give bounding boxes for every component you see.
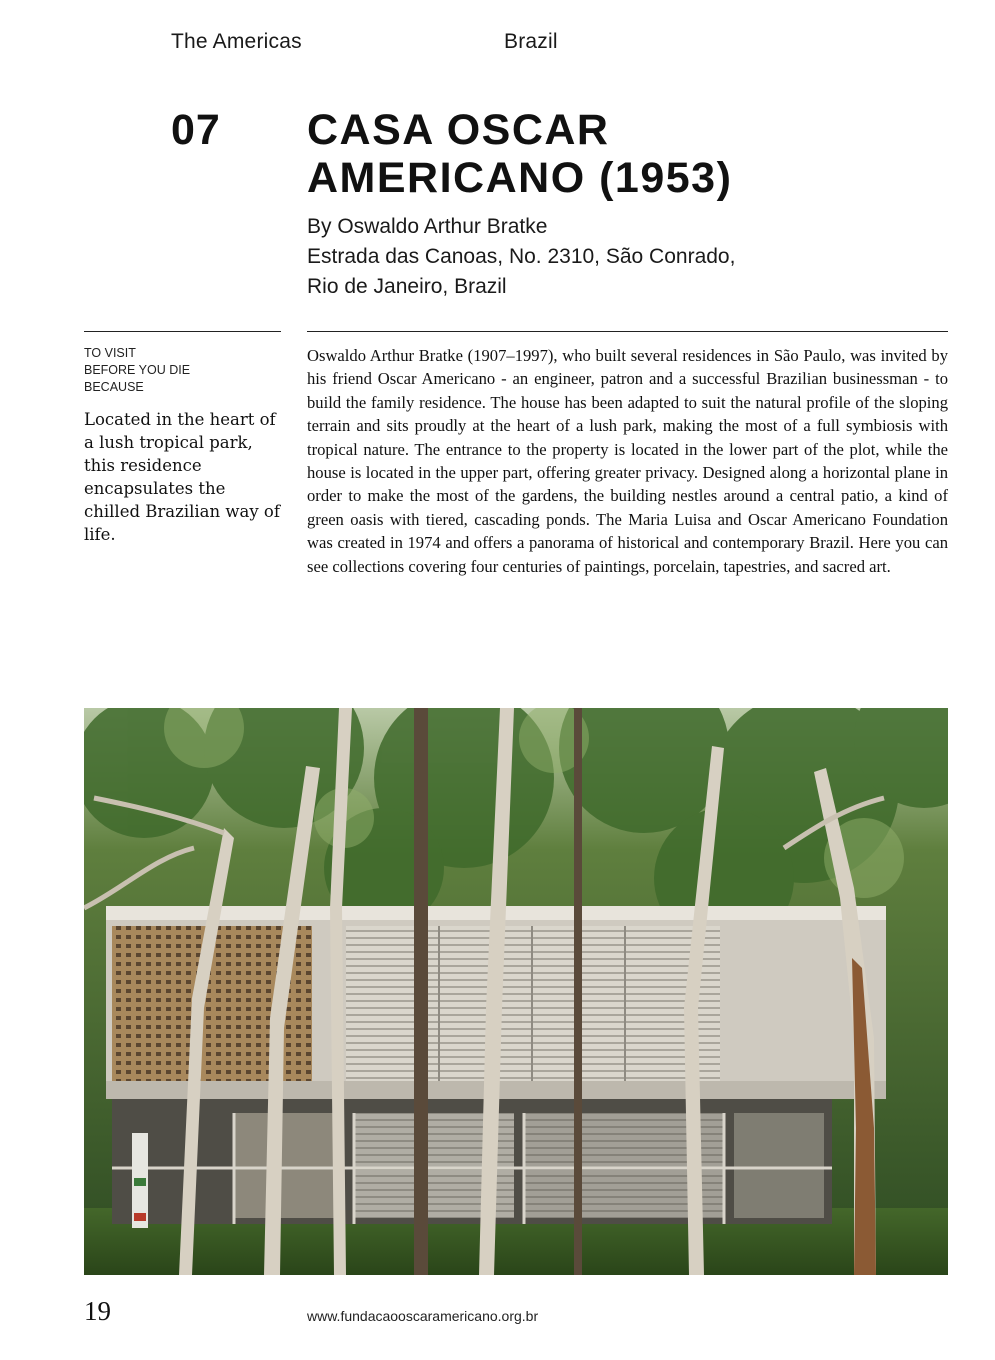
body-paragraph: Oswaldo Arthur Bratke (1907–1997), who built several residences in São Paulo, was invited by his friend Oscar Americano - an engineer, patron and a successful Brazilian businessman - to build the family residence. The house has been adapted to suit the natural profile of the sloping terrain and sits proudly at the heart of a lush park, making the most of a full symbiosis with tropical nature. The entrance to the property is located in the lower part of the plot, while the house is located in the upper part, offering greater privacy. Designed along a horizontal plane in order to make the most of the gardens, the building nestles around a central patio, a kind of green oasis with tiered, cascading ponds. The Maria Luisa and Oscar Americano Foundation was created in 1974 and offers a panorama of historical and contemporary Brazil. Here you can see collections covering four centuries of paintings, porcelain, tapestries, and sacred art. bbox=[307, 346, 948, 576]
house-photo-illustration bbox=[84, 708, 948, 1275]
entry-title-line-1: CASA OSCAR bbox=[307, 106, 610, 154]
entry-meta bbox=[307, 212, 735, 302]
entry-title-line-2: AMERICANO (1953) bbox=[307, 154, 733, 202]
header-country: Brazil bbox=[504, 30, 558, 53]
page-number: 19 bbox=[84, 1296, 111, 1326]
sidebar-divider bbox=[84, 331, 281, 332]
visit-label-line-1: TO VISIT bbox=[84, 346, 136, 360]
architect-credit: By Oswaldo Arthur Bratke bbox=[307, 215, 548, 238]
entry-title bbox=[307, 106, 947, 202]
visit-label-line-2: BEFORE YOU DIE bbox=[84, 363, 191, 377]
address-line-1: Estrada das Canoas, No. 2310, São Conrado, bbox=[307, 245, 736, 268]
website-url[interactable]: www.fundacaooscaramericano.org.br bbox=[307, 1308, 539, 1324]
sidebar-tagline: Located in the heart of a lush tropical park, this residence encapsulates the chilled Brazilian way of life. bbox=[84, 410, 280, 544]
visit-label bbox=[84, 345, 190, 396]
entry-number: 07 bbox=[171, 106, 221, 154]
header-region: The Americas bbox=[171, 30, 302, 53]
body-divider bbox=[307, 331, 948, 332]
address-line-2: Rio de Janeiro, Brazil bbox=[307, 275, 507, 298]
house-photo bbox=[84, 708, 948, 1275]
visit-label-line-3: BECAUSE bbox=[84, 380, 144, 394]
